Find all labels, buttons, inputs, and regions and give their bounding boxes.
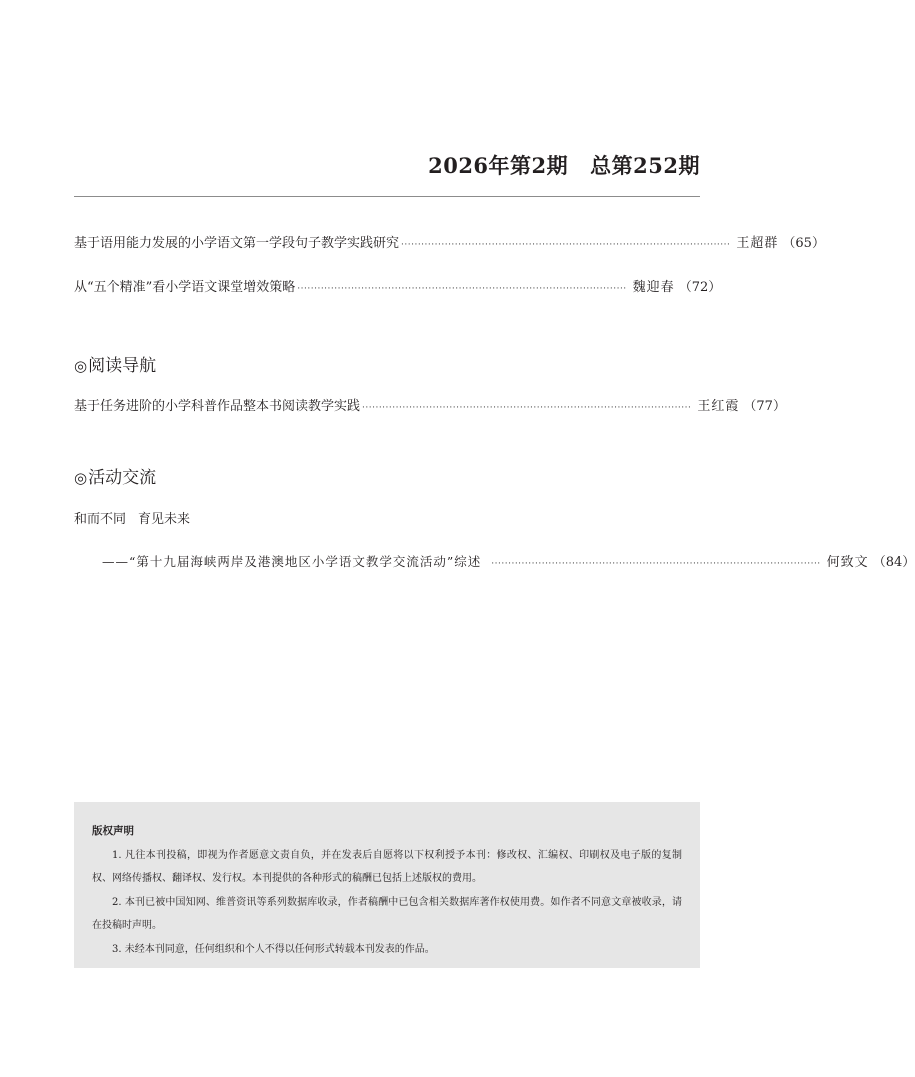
section-mark-icon: ◎ bbox=[74, 469, 88, 487]
toc-entry[interactable] bbox=[74, 276, 722, 296]
toc-entry-title: 从“五个精准”看小学语文课堂增效策略 bbox=[74, 280, 296, 295]
dot-leader: ·································································································· bbox=[362, 403, 692, 413]
copyright-item: 3. 未经本刊同意，任何组织和个人不得以任何形式转载本刊发表的作品。 bbox=[112, 943, 435, 955]
copyright-item: 2. 本刊已被中国知网、维普资讯等系列数据库收录，作者稿酬中已包含相关数据库著作权使用费。如作者不同意文章被收录，请在投稿时声明。 bbox=[92, 896, 682, 931]
copyright-heading: 版权声明 bbox=[92, 825, 134, 837]
toc-entry-title: 基于语用能力发展的小学语文第一学段句子教学实践研究 bbox=[74, 236, 400, 251]
toc-entry-subtitle: ——“第十九届海峡两岸及港澳地区小学语文教学交流活动”综述 bbox=[102, 554, 482, 569]
section-heading-reading bbox=[74, 351, 156, 376]
toc-entry-author: 王红霞 bbox=[697, 399, 740, 414]
toc-entry-page: （72） bbox=[678, 280, 722, 295]
issue-number bbox=[428, 150, 700, 180]
section-name: 阅读导航 bbox=[88, 356, 157, 376]
issue-total: 总第252期 bbox=[590, 153, 700, 178]
toc-entry[interactable] bbox=[74, 232, 825, 252]
copyright-notice bbox=[74, 802, 700, 968]
toc-entry[interactable] bbox=[102, 551, 915, 571]
copyright-item: 1. 凡往本刊投稿，即视为作者愿意文责自负，并在发表后自愿将以下权利授予本刊：修改权、汇编权、印刷权及电子版的复制权、网络传播权、翻译权、发行权。本刊提供的各种形式的稿酬已包括上述版权的费用。 bbox=[92, 849, 682, 884]
article-title-part1: 和而不同 bbox=[74, 512, 127, 527]
article-title-part2: 育见未来 bbox=[138, 512, 191, 527]
issue-year: 2026年第2期 bbox=[428, 153, 569, 178]
toc-entry-title: 基于任务进阶的小学科普作品整本书阅读教学实践 bbox=[74, 399, 361, 414]
section-name: 活动交流 bbox=[88, 468, 157, 488]
header-divider bbox=[74, 196, 700, 197]
toc-entry-page: （65） bbox=[782, 236, 825, 251]
toc-entry-author: 王超群 bbox=[736, 236, 779, 251]
toc-entry[interactable] bbox=[74, 395, 786, 415]
toc-entry-author: 魏迎春 bbox=[632, 280, 675, 295]
dot-leader: ·································································································· bbox=[401, 240, 731, 250]
section-heading-activity bbox=[74, 463, 156, 488]
toc-entry-author: 何致文 bbox=[826, 555, 869, 570]
toc-entry-page: （84） bbox=[872, 555, 915, 570]
dot-leader: ·································································································· bbox=[491, 559, 821, 569]
dot-leader: ·································································································· bbox=[297, 284, 627, 294]
section-mark-icon: ◎ bbox=[74, 357, 88, 375]
article-title[interactable] bbox=[74, 508, 190, 527]
toc-entry-page: （77） bbox=[743, 399, 786, 414]
